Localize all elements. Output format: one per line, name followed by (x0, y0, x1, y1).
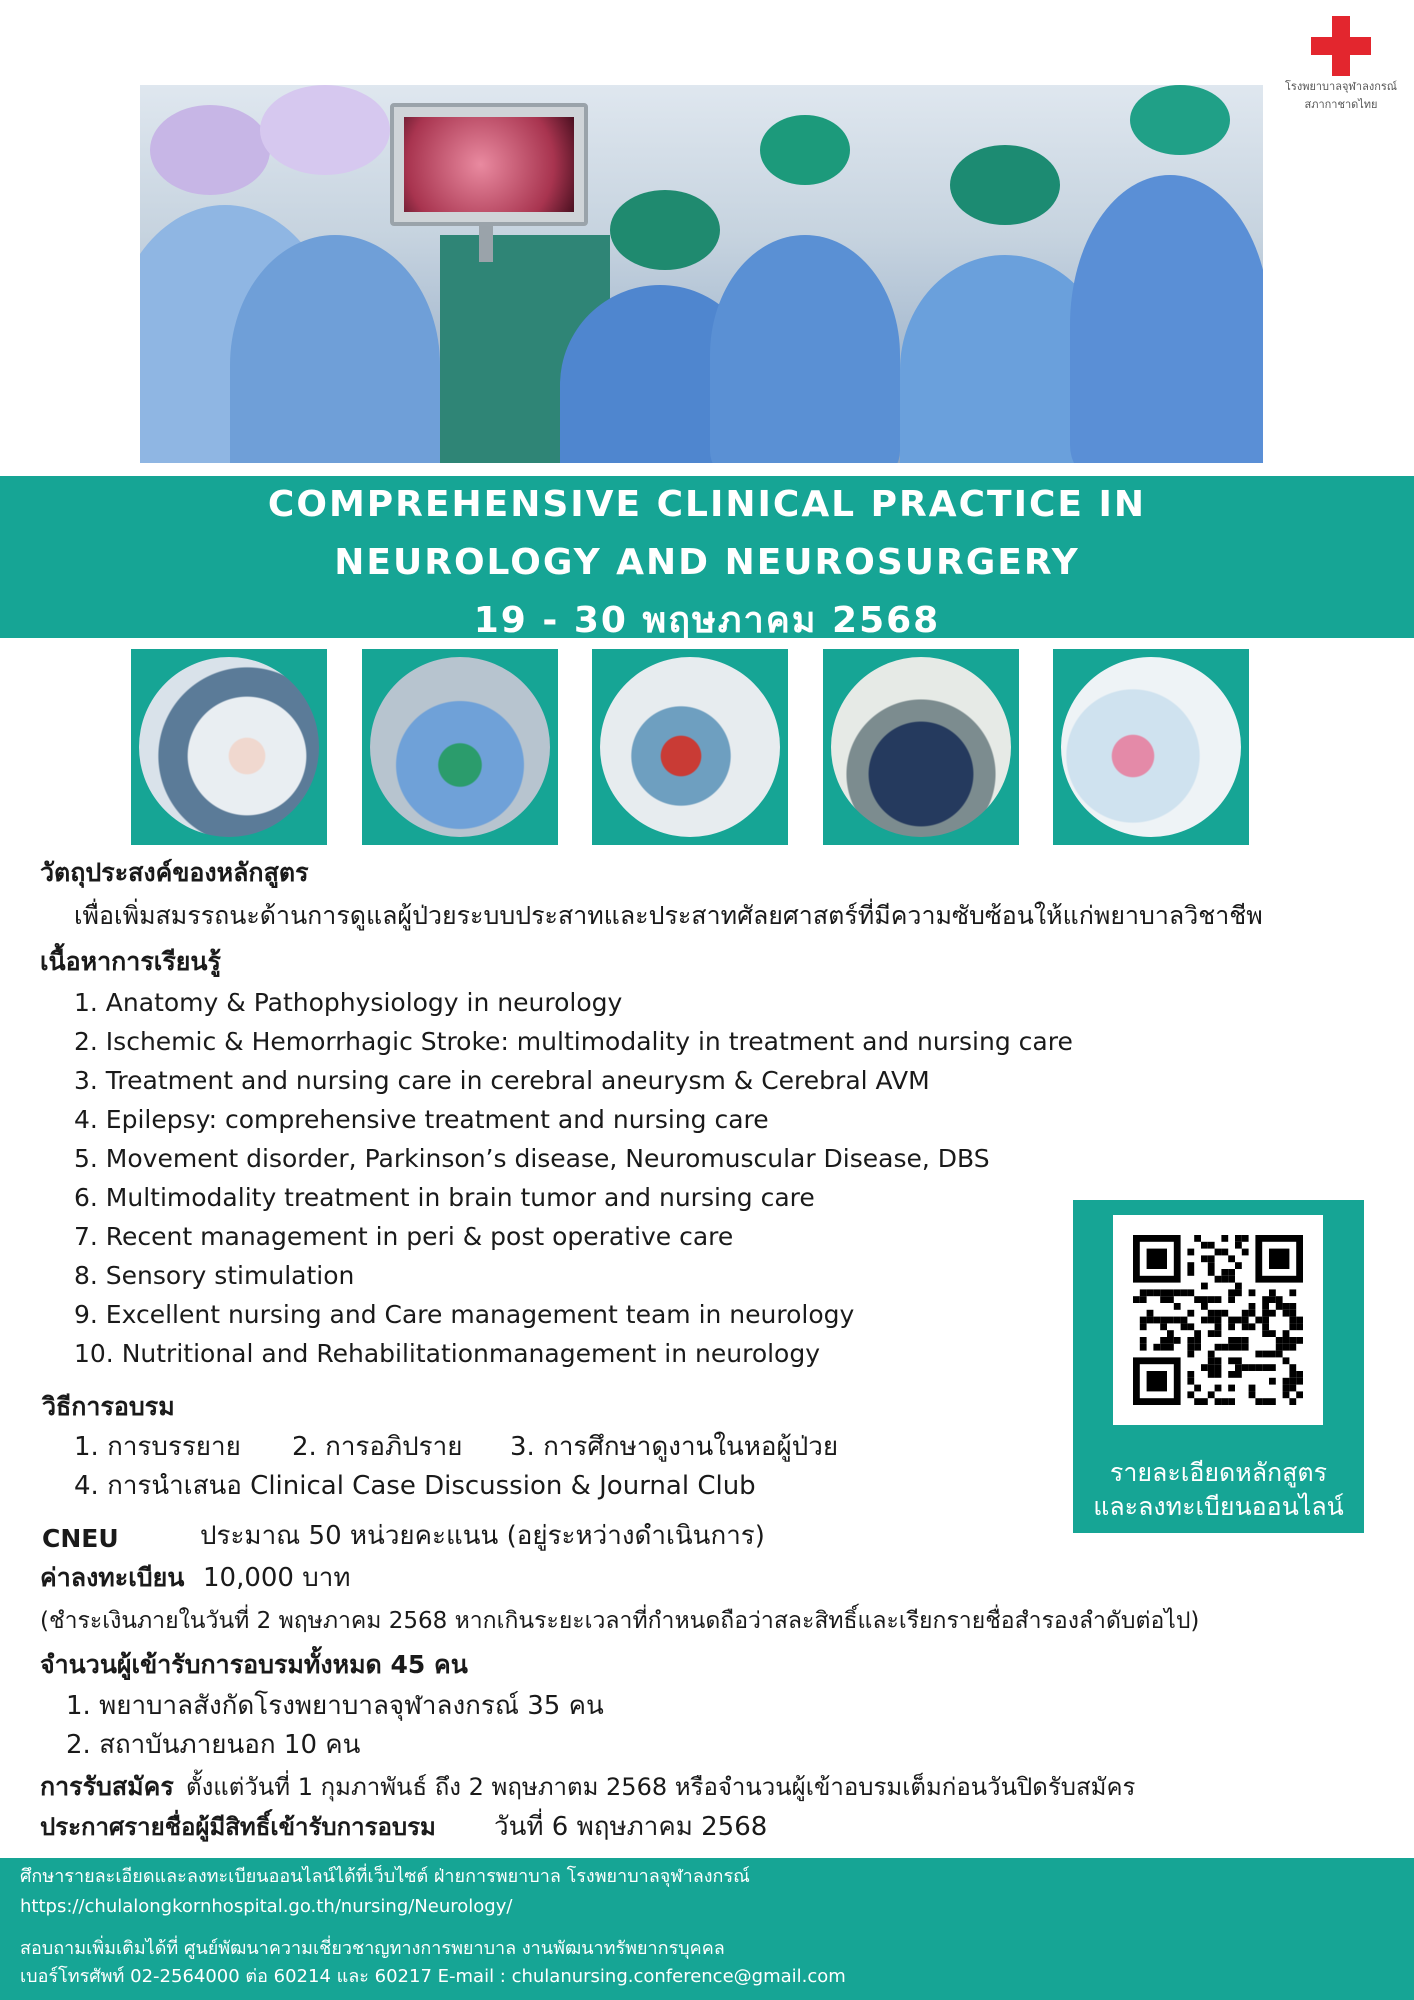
objectives-text: เพื่อเพิ่มสมรรถนะด้านการดูแลผู้ป่วยระบบประสาทและประสาทศัลยศาสตร์ที่มีความซับซ้อนให้แก่พยาบาลวิชาชีพ (74, 901, 1263, 930)
footer-contact-text: สอบถามเพิ่มเติมได้ที่ ศูนย์พัฒนาความเชี่ยวชาญทางการพยาบาล งานพัฒนาทรัพยากรบุคคล (20, 1938, 725, 1959)
title-banner (0, 476, 1414, 641)
footer (0, 1858, 1414, 2000)
content-item: 10. Nutritional and Rehabilitationmanagement in neurology (74, 1339, 821, 1368)
photo-emergency-training (823, 649, 1019, 845)
content-item: 5. Movement disorder, Parkinson’s disease, Neuromuscular Disease, DBS (74, 1144, 990, 1173)
content-item: 4. Epilepsy: comprehensive treatment and nursing care (74, 1105, 769, 1134)
method-presentation: 4. การนำเสนอ Clinical Case Discussion & Journal Club (74, 1471, 756, 1501)
fee-value: 10,000 บาท (203, 1563, 351, 1593)
photo-icu-nurse (131, 649, 327, 845)
qr-code-icon (1133, 1235, 1303, 1405)
qr-code[interactable] (1113, 1215, 1323, 1425)
cneu-value: ประมาณ 50 หน่วยคะแนน (อยู่ระหว่างดำเนินการ) (200, 1521, 765, 1551)
photo-medical-equipment (592, 649, 788, 845)
participant-item: 1. พยาบาลสังกัดโรงพยาบาลจุฬาลงกรณ์ 35 คน (66, 1691, 604, 1721)
content-item: 6. Multimodality treatment in brain tumor and nursing care (74, 1183, 815, 1212)
participants-heading: จำนวนผู้เข้ารับการอบรมทั้งหมด 45 คน (40, 1650, 468, 1679)
title-line-1: COMPREHENSIVE CLINICAL PRACTICE IN (267, 484, 1147, 525)
methods-heading: วิธีการอบรม (42, 1392, 175, 1421)
method-discussion: 2. การอภิปราย (292, 1432, 463, 1462)
title-line-2: NEUROLOGY AND NEUROSURGERY (334, 542, 1080, 583)
logo-text-1: โรงพยาบาลจุฬาลงกรณ์ (1285, 80, 1397, 93)
application-value: ตั้งแต่วันที่ 1 กุมภาพันธ์ ถึง 2 พฤษภาตม 2568 หรือจำนวนผู้เข้าอบรมเต็มก่อนวันปิดรับสมัคร (186, 1773, 1136, 1801)
announcement-label: ประกาศรายชื่อผู้มีสิทธิ์เข้ารับการอบรม (40, 1813, 436, 1841)
content-item: 8. Sensory stimulation (74, 1261, 355, 1290)
content-heading: เนื้อหาการเรียนรู้ (40, 947, 221, 976)
logo-text-2: สภากาชาดไทย (1304, 98, 1378, 111)
content-item: 3. Treatment and nursing care in cerebral aneurysm & Cerebral AVM (74, 1066, 930, 1095)
fee-note: (ชำระเงินภายในวันที่ 2 พฤษภาคม 2568 หากเกินระยะเวลาที่กำหนดถือว่าสละสิทธิ์และเรียกรายชื่อสำรองลำดับต่อไป) (40, 1608, 1200, 1634)
red-cross-icon (1311, 16, 1371, 76)
footer-website-text: ศึกษารายละเอียดและลงทะเบียนออนไลน์ได้ที่เว็บไซต์ ฝ่ายการพยาบาล โรงพยาบาลจุฬาลงกรณ์ (20, 1866, 750, 1887)
content-item: 1. Anatomy & Pathophysiology in neurology (74, 988, 623, 1017)
hero-photo-surgery (140, 85, 1263, 463)
footer-url-link[interactable]: https://chulalongkornhospital.go.th/nursing/Neurology/ (20, 1896, 513, 1917)
objectives-heading: วัตถุประสงค์ของหลักสูตร (40, 858, 309, 887)
content-item: 9. Excellent nursing and Care management team in neurology (74, 1300, 855, 1329)
footer-phone-email[interactable]: เบอร์โทรศัพท์ 02-2564000 ต่อ 60214 และ 60217 E-mail : chulanursing.conference@gmail.com (20, 1966, 846, 1987)
title-dates: 19 - 30 พฤษภาคม 2568 (473, 600, 941, 641)
qr-caption-line-2: และลงทะเบียนออนไลน์ (1093, 1492, 1344, 1521)
photo-patient-transport (362, 649, 558, 845)
method-lecture: 1. การบรรยาย (74, 1432, 241, 1462)
content-item: 2. Ischemic & Hemorrhagic Stroke: multimodality in treatment and nursing care (74, 1027, 1073, 1056)
qr-caption (1073, 1456, 1364, 1524)
content-item: 7. Recent management in peri & post operative care (74, 1222, 734, 1251)
photo-ward-nurse (1053, 649, 1249, 845)
application-label: การรับสมัคร (40, 1772, 174, 1801)
announcement-value: วันที่ 6 พฤษภาคม 2568 (494, 1812, 768, 1842)
fee-label: ค่าลงทะเบียน (40, 1563, 185, 1592)
qr-caption-line-1: รายละเอียดหลักสูตร (1109, 1458, 1328, 1487)
participant-item: 2. สถาบันภายนอก 10 คน (66, 1730, 361, 1760)
method-ward-visit: 3. การศึกษาดูงานในหอผู้ป่วย (510, 1432, 839, 1462)
hospital-logo (1276, 12, 1406, 112)
qr-code-panel[interactable] (1073, 1200, 1364, 1533)
cneu-label: CNEU (42, 1524, 119, 1553)
